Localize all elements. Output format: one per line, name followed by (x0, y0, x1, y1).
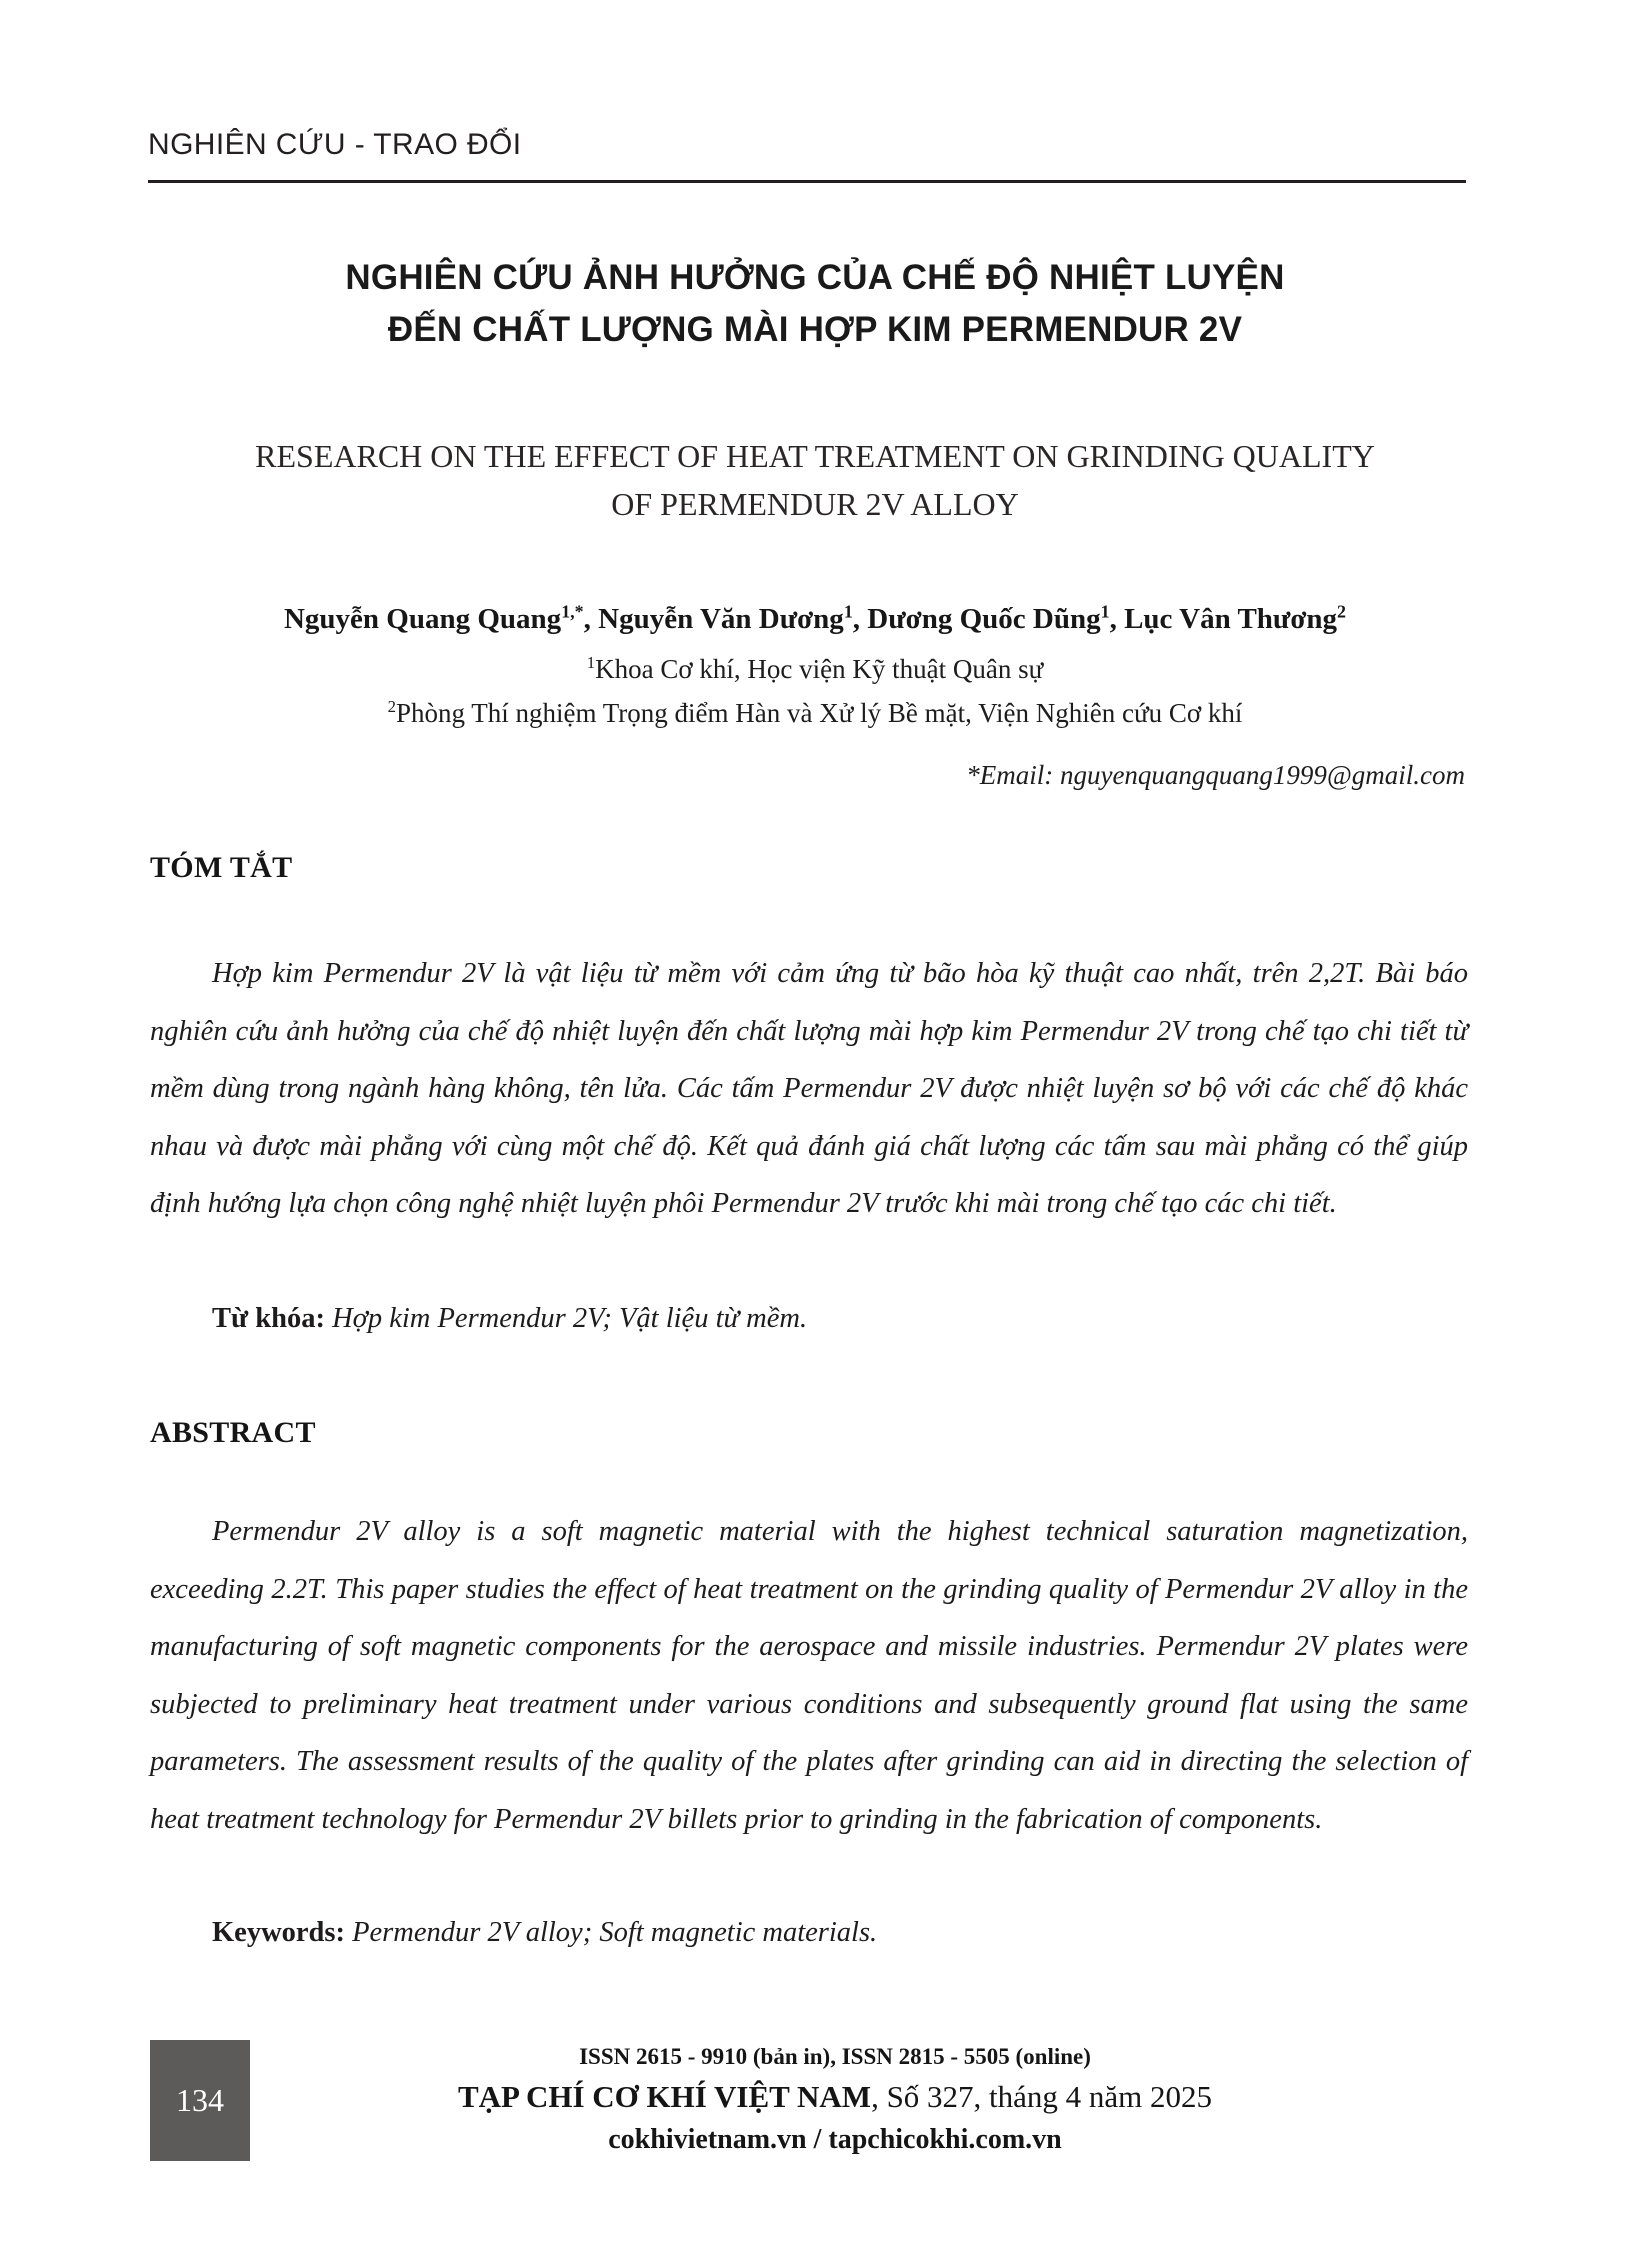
keywords-vietnamese (150, 1303, 1468, 1335)
author-list (165, 600, 1465, 639)
abstract-vietnamese-text: Hợp kim Permendur 2V là vật liệu từ mềm với cảm ứng từ bão hòa kỹ thuật cao nhất, trên 2,2T. Bài báo nghiên cứu ảnh hưởng của chế độ nhiệt luyện đến chất lượng mài hợp kim Permendur 2V trong chế tạo chi tiết từ mềm dùng trong ngành hàng không, tên lửa. Các tấm Permendur 2V được nhiệt luyện sơ bộ với các chế độ khác nhau và được mài phẳng với cùng một chế độ. Kết quả đánh giá chất lượng các tấm sau mài phẳng có thể giúp định hướng lựa chọn công nghệ nhiệt luyện phôi Permendur 2V trước khi mài trong chế tạo các chi tiết. (150, 958, 1468, 1220)
footer-journal-name: TẠP CHÍ CƠ KHÍ VIỆT NAM (457, 2078, 872, 2114)
section-heading-tomtat: TÓM TẮT (150, 851, 293, 884)
article-title-english-line1: RESEARCH ON THE EFFECT OF HEAT TREATMENT ON GRINDING QUALITY (255, 438, 1375, 474)
abstract-english-text: Permendur 2V alloy is a soft magnetic material with the highest technical saturation magnetization, exceeding 2.2T. This paper studies the effect of heat treatment on the grinding quality of Permendur 2V alloy in the manufacturing of soft magnetic components for the aerospace and missile industries. Permendur 2V plates were subjected to preliminary heat treatment under various conditions and subsequently ground flat using the same parameters. The assessment results of the quality of the plates after grinding can aid in directing the selection of heat treatment technology for Permendur 2V billets prior to grinding in the fabrication of components. (150, 1516, 1468, 1835)
keywords-english (150, 1917, 1468, 1949)
running-head-text: NGHIÊN CỨU - TRAO ĐỔI (148, 128, 522, 161)
keywords-vietnamese-label: Từ khóa: (212, 1303, 325, 1334)
article-title-vietnamese-line1: NGHIÊN CỨU ẢNH HƯỞNG CỦA CHẾ ĐỘ NHIỆT LUYỆN (345, 258, 1285, 297)
author-names: Nguyễn Quang Quang$^{1,*}$, Nguyễn Văn Dương$^1$, Dương Quốc Dũng$^1$, Lục Vân Thương$^2$ (283, 601, 1346, 635)
page-footer (150, 2040, 1470, 2161)
keywords-english-value: Permendur 2V alloy; Soft magnetic materials. (352, 1917, 878, 1948)
article-title-vietnamese-line2: ĐẾN CHẤT LƯỢNG MÀI HỢP KIM PERMENDUR 2V (387, 309, 1243, 349)
affiliation-1: $^1$Khoa Cơ khí, Học viện Kỹ thuật Quân sự (586, 653, 1044, 684)
article-title-english-line2: OF PERMENDUR 2V ALLOY (611, 486, 1019, 522)
footer-website-line: cokhivietnam.vn / tapchicokhi.com.vn (608, 2124, 1062, 2156)
footer-text-block (250, 2040, 1470, 2161)
footer-journal-line (260, 2075, 1410, 2120)
page-number-badge: 134 (150, 2040, 250, 2161)
article-title-vietnamese (185, 252, 1445, 356)
corresponding-email: *Email: nguyenquangquang1999@gmail.com (966, 760, 1465, 790)
footer-journal-issue: , Số 327, tháng 4 năm 2025 (871, 2078, 1213, 2114)
affiliation-block (165, 648, 1465, 735)
footer-issn-line: ISSN 2615 - 9910 (bản in), ISSN 2815 - 5505 (online) (579, 2044, 1091, 2069)
running-head-block (148, 128, 1466, 183)
affiliation-2: $^2$Phòng Thí nghiệm Trọng điểm Hàn và Xử lý Bề mặt, Viện Nghiên cứu Cơ khí (387, 696, 1243, 728)
keywords-vietnamese-value: Hợp kim Permendur 2V; Vật liệu từ mềm. (332, 1303, 808, 1334)
section-heading-abstract: ABSTRACT (150, 1416, 316, 1449)
article-title-english (165, 432, 1465, 528)
header-divider-rule (148, 180, 1466, 183)
keywords-english-label: Keywords: (212, 1917, 345, 1948)
